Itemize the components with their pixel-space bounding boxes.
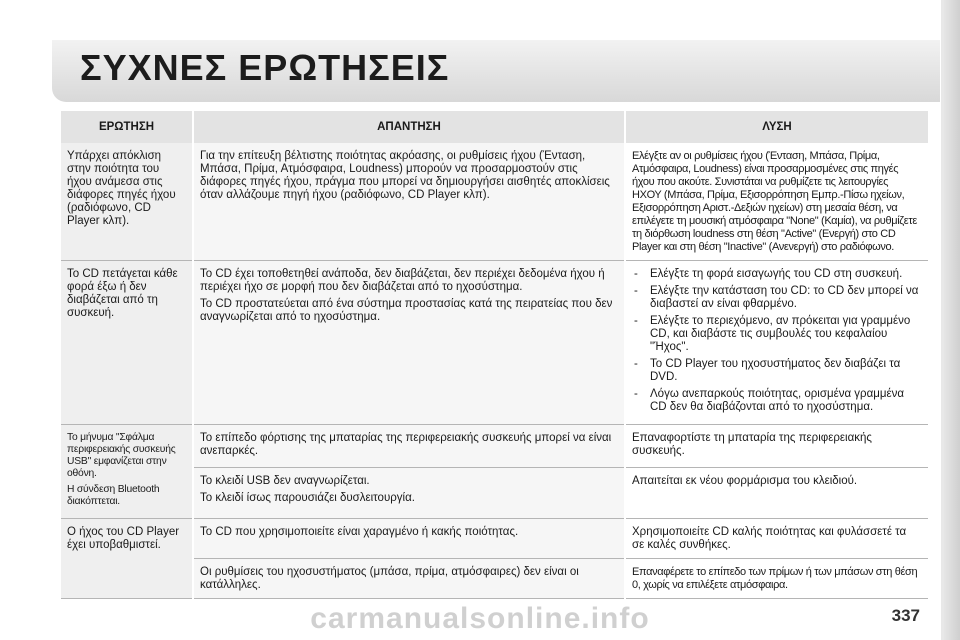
solution-cell: Απαιτείται εκ νέου φορμάρισμα του κλειδιού. bbox=[625, 467, 929, 518]
answer-paragraph: Το κλειδί ίσως παρουσιάζει δυσλειτουργία. bbox=[200, 491, 415, 504]
answer-cell bbox=[193, 261, 625, 425]
table-row bbox=[61, 143, 929, 261]
solution-cell bbox=[625, 261, 929, 425]
answer-cell bbox=[193, 467, 625, 518]
list-item: - Ελέγξτε τη φορά εισαγωγής του CD στη συσκευή. bbox=[632, 268, 920, 281]
solution-list bbox=[632, 268, 920, 414]
page-title: ΣΥΧΝΕΣ ΕΡΩΤΗΣΕΙΣ bbox=[80, 47, 450, 88]
list-item: - Το CD Player του ηχοσυστήματος δεν διαβάζει τα DVD. bbox=[632, 358, 920, 384]
solution-cell: Επαναφορτίστε τη μπαταρία της περιφερειακής συσκευής. bbox=[625, 425, 929, 468]
solution-cell: Επαναφέρετε το επίπεδο των πρίμων ή των μπάσων στη θέση 0, χωρίς να επιλέξετε ατμόσφαιρα. bbox=[625, 559, 929, 599]
faq-table bbox=[61, 111, 930, 599]
solution-cell: Χρησιμοποιείτε CD καλής ποιότητας και φυλάσσετέ τα σε καλές συνθήκες. bbox=[625, 519, 929, 559]
answer-paragraph: Το CD προστατεύεται από ένα σύστημα προστασίας κατά της πειρατείας που δεν αναγνωρίζεται από το ηχοσύστημα. bbox=[200, 298, 613, 323]
answer-cell: Για την επίτευξη βέλτιστης ποιότητας ακρόασης, οι ρυθμίσεις ήχου (Ένταση, Μπάσα, Πρίμα, Ατμόσφαιρα, Loudness) μπορούν να προσαρμοστούν στις διάφορες πηγές ήχου, πράγμα που μπορεί να δημιουργήσει αισθητές αποκλίσεις όταν αλλάζουμε πηγή ήχου (ραδιόφωνο, CD Player κλπ). bbox=[193, 143, 625, 261]
question-cell: Υπάρχει απόκλιση στην ποιότητα του ήχου ανάμεσα στις διάφορες πηγές ήχου (ραδιόφωνο, CD Player κλπ). bbox=[61, 143, 193, 261]
answer-paragraph: Το CD έχει τοποθετηθεί ανάποδα, δεν διαβάζεται, δεν περιέχει δεδομένα ήχου ή περιέχει ήχο σε μορφή που δεν διαβάζεται από το ηχοσύστημα. bbox=[200, 268, 605, 293]
solution-cell: Ελέγξτε αν οι ρυθμίσεις ήχου (Ένταση, Μπάσα, Πρίμα, Ατμόσφαιρα, Loudness) είναι προσαρμοσμένες στις πηγές ήχου που ακούτε. Συνιστάται να ρυθμίζετε τις λειτουργίες ΗΧΟΥ (Μπάσα, Πρίμα, Εξισορρόπηση Εμπρ.-Πίσω ηχείων, Εξισορρόπηση Αριστ.-Δεξιών ηχείων) στη μεσαία θέση, να επιλέγετε τη μουσική ατμόσφαιρα "None" (Καμία), να ρυθμίζετε τη διόρθωση loudness στη θέση "Active" (Ενεργή) στο CD Player και στη θέση "Inactive" (Ανενεργή) στο ραδιόφωνο. bbox=[625, 143, 929, 261]
question-cell: Το CD πετάγεται κάθε φορά έξω ή δεν διαβάζεται από τη συσκευή. bbox=[61, 261, 193, 425]
header-answer: ΑΠΑΝΤΗΣΗ bbox=[193, 111, 625, 143]
list-item: - Ελέγξτε το περιεχόμενο, αν πρόκειται για γραμμένο CD, και διαβάστε τις συμβουλές του κεφαλαίου "Ήχος". bbox=[632, 315, 920, 354]
table-header-row bbox=[61, 111, 929, 143]
answer-cell: Το CD που χρησιμοποιείτε είναι χαραγμένο ή κακής ποιότητας. bbox=[193, 519, 625, 559]
header-question: ΕΡΩΤΗΣΗ bbox=[61, 111, 193, 143]
table-row bbox=[61, 261, 929, 425]
list-item: - Λόγω ανεπαρκούς ποιότητας, ορισμένα γραμμένα CD δεν θα διαβάζονται από το ηχοσύστημα. bbox=[632, 388, 920, 414]
answer-cell: Οι ρυθμίσεις του ηχοσυστήματος (μπάσα, πρίμα, ατμόσφαιρες) δεν είναι οι κατάλληλες. bbox=[193, 559, 625, 599]
question-paragraph: Η σύνδεση Bluetooth διακόπτεται. bbox=[67, 484, 160, 507]
table-row bbox=[61, 519, 929, 559]
side-tab bbox=[944, 0, 960, 640]
page-number: 337 bbox=[891, 606, 920, 625]
question-paragraph: Το μήνυμα "Σφάλμα περιφερειακής συσκευής USB" εμφανίζεται στην οθόνη. bbox=[67, 432, 176, 479]
list-item: - Ελέγξτε την κατάσταση του CD: το CD δεν μπορεί να διαβαστεί αν είναι φθαρμένο. bbox=[632, 285, 920, 311]
table-row bbox=[61, 425, 929, 468]
answer-cell: Το επίπεδο φόρτισης της μπαταρίας της περιφερειακής συσκευής μπορεί να είναι ανεπαρκές. bbox=[193, 425, 625, 468]
question-cell: Ο ήχος του CD Player έχει υποβαθμιστεί. bbox=[61, 519, 193, 599]
question-cell bbox=[61, 425, 193, 519]
header-solution: ΛΥΣΗ bbox=[625, 111, 929, 143]
watermark: carmanualsonline.info bbox=[310, 602, 650, 635]
answer-paragraph: Το κλειδί USB δεν αναγνωρίζεται. bbox=[200, 474, 370, 487]
